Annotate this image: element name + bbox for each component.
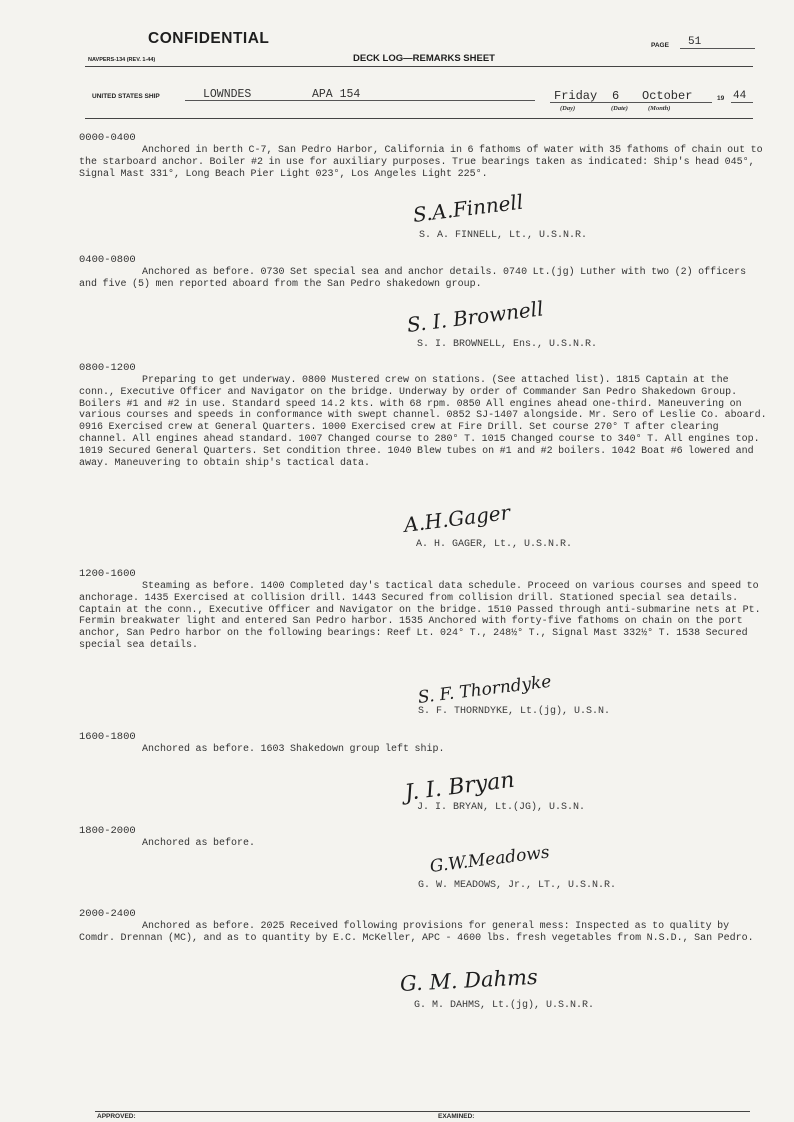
ship-name: LOWNDES: [203, 88, 252, 101]
watch-entry: [79, 362, 773, 469]
day-caption: (Day): [560, 105, 576, 112]
signature-handwritten: G. M. Dahms: [399, 964, 539, 996]
signature-handwritten: S. I. Brownell: [405, 296, 545, 337]
signature-block: [403, 767, 586, 813]
log-date: 6: [612, 89, 620, 103]
header-rule-bottom: [85, 118, 753, 119]
classification-stamp: CONFIDENTIAL: [148, 30, 270, 47]
signature-block: [418, 842, 617, 891]
watch-remarks: Anchored in berth C-7, San Pedro Harbor, California in 6 fathoms of water with 35 fathoms of chain out to the starboard anchor. Boiler #2 in use for auxiliary purposes. True bearings taken as indicated: Ship's head 045°, Signal Mast 331°, Long Beach Pier Light 023°, Los Angeles Light 225°.: [79, 145, 769, 180]
page-label: PAGE: [651, 42, 669, 49]
ship-label: UNITED STATES SHIP: [92, 93, 160, 100]
watch-time: 2000-2400: [79, 908, 136, 920]
signature-typed: G. M. DAHMS, Lt.(jg), U.S.N.R.: [414, 1000, 595, 1011]
footer-rule: [95, 1111, 750, 1112]
signature-typed: G. W. MEADOWS, Jr., LT., U.S.N.R.: [418, 880, 617, 891]
log-year: 44: [733, 90, 747, 102]
watch-time: 1800-2000: [79, 825, 136, 837]
signature-block: [411, 189, 588, 241]
log-month: October: [642, 89, 693, 103]
signature-block: [416, 671, 611, 717]
signature-typed: J. I. BRYAN, Lt.(JG), U.S.N.: [417, 802, 586, 813]
signature-typed: S. A. FINNELL, Lt., U.S.N.R.: [419, 230, 588, 241]
header-rule-top: [85, 66, 753, 67]
watch-remarks: Anchored as before.: [142, 838, 256, 849]
watch-entry: [79, 568, 769, 652]
watch-entry: [79, 908, 769, 945]
signature-handwritten: S.A.Finnell: [411, 189, 525, 227]
signature-typed: A. H. GAGER, Lt., U.S.N.R.: [416, 539, 573, 550]
signature-handwritten: S. F. Thorndyke: [416, 671, 553, 708]
signature-typed: S. F. THORNDYKE, Lt.(jg), U.S.N.: [418, 706, 611, 717]
log-day: Friday: [554, 89, 598, 103]
watch-remarks: Anchored as before. 1603 Shakedown group left ship.: [142, 744, 445, 755]
examined-label: EXAMINED:: [438, 1113, 475, 1120]
year-line: [731, 102, 753, 103]
month-caption: (Month): [648, 105, 671, 112]
watch-time: 0000-0400: [79, 132, 136, 144]
watch-remarks: Anchored as before. 0730 Set special sea and anchor details. 0740 Lt.(jg) Luther with two (2) officers and five (5) men reported aboard from the San Pedro shakedown group.: [79, 267, 752, 290]
signature-block: [402, 500, 573, 550]
approved-label: APPROVED:: [97, 1113, 136, 1120]
watch-time: 1200-1600: [79, 568, 136, 580]
watch-entry: [79, 825, 769, 850]
watch-remarks: Steaming as before. 1400 Completed day's tactical data schedule. Proceed on various courses and speed to anchorage. 1435 Exercised at collision drill. 1443 Secured from collision drill. Stationed special sea details. Captain at the conn., Executive Officer and Navigator on the bridge. 1510 Passed through anti-submarine nets at Pt. Fermin breakwater light and entered San Pedro harbor. 1535 Anchored with forty-five fathoms on chain on the port anchor, San Pedro harbor on the following bearings: Reef Lt. 024° T., 248½° T., Signal Mast 332½° T. 1538 Secured special sea details.: [79, 581, 767, 651]
watch-remarks: Preparing to get underway. 0800 Mustered crew on stations. (See attached list). 1815 Captain at the conn., Executive Officer and Navigator on the bridge. Underway by order of Commander San Pedro Shakedown Group. Boilers #1 and #2 in use. Standard speed 14.2 kts. with 68 rpm. 0850 All engines ahead one-third. Maneuvering on various courses and speeds in conformance with swept channel. 0852 SJ-1407 alongside. Mr. Sero of Leslie Co. aboard. 0916 Exercised crew at General Quarters. 1000 Exercised crew at Fire Drill. Set course 270° T after clearing channel. All engines ahead standard. 1007 Changed course to 280° T. 1015 Changed course to 340° T. All engines top. 1019 Secured General Quarters. Set condition three. 1040 Blew tubes on #1 and #2 boilers. 1042 Boat #6 lowered and away. Maneuvering to obtain ship's tactical data.: [79, 375, 773, 469]
watch-time: 0800-1200: [79, 362, 136, 374]
watch-remarks: Anchored as before. 2025 Received following provisions for general mess: Inspected as to quality by Comdr. Drennan (MC), and as to quantity by E.C. McKeller, APC - 4600 lbs. fresh vegetables from N.S.D., San Pedro.: [79, 921, 754, 944]
page-number: 51: [688, 36, 702, 48]
watch-time: 1600-1800: [79, 731, 136, 743]
signature-typed: S. I. BROWNELL, Ens., U.S.N.R.: [417, 339, 598, 350]
date-caption: (Date): [611, 105, 628, 112]
watch-entry: [79, 731, 769, 756]
page-title: DECK LOG—REMARKS SHEET: [353, 53, 495, 64]
page-number-line: [680, 48, 755, 49]
form-number: NAVPERS-134 (REV. 1-44): [88, 57, 156, 63]
watch-time: 0400-0800: [79, 254, 136, 266]
signature-block: [399, 964, 595, 1011]
watch-entry: [79, 132, 769, 180]
watch-entry: [79, 254, 769, 291]
ship-hull-number: APA 154: [312, 88, 361, 101]
ship-name-line: [185, 100, 535, 101]
signature-handwritten: G.W.Meadows: [428, 842, 551, 877]
date-line: [550, 102, 712, 103]
signature-handwritten: J. I. Bryan: [403, 767, 516, 806]
year-prefix: 19: [717, 95, 725, 102]
signature-handwritten: A.H.Gager: [402, 500, 512, 537]
signature-block: [405, 296, 598, 350]
